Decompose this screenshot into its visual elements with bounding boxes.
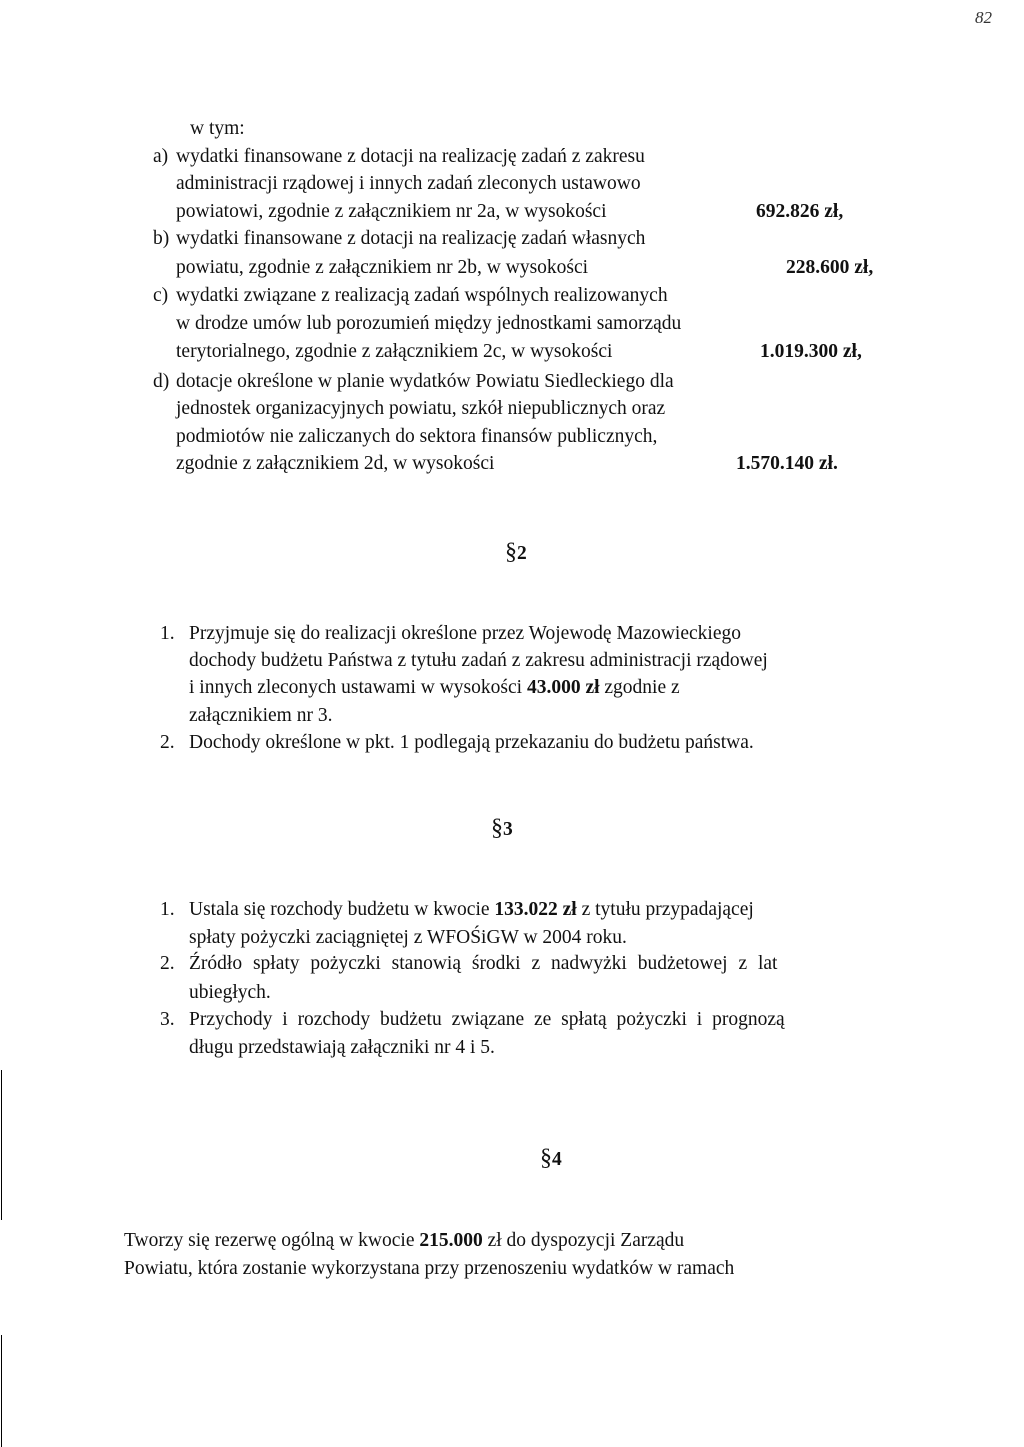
scan-margin-line	[1, 1070, 2, 1220]
section-symbol: §	[505, 539, 517, 565]
paragraph-line: Ustala się rozchody budżetu w kwocie 133.022 zł z tytułu przypadającej	[189, 899, 754, 920]
item-line: wydatki związane z realizacją zadań wspólnych realizowanych	[176, 285, 668, 306]
paragraph-line: Przyjmuje się do realizacji określone przez Wojewodę Mazowieckiego	[189, 623, 741, 644]
paragraph-line: dochody budżetu Państwa z tytułu zadań z zakresu administracji rządowej	[189, 650, 768, 671]
item-line: jednostek organizacyjnych powiatu, szkół niepublicznych oraz	[176, 398, 666, 419]
item-line: powiatowi, zgodnie z załącznikiem nr 2a, w wysokości	[176, 201, 607, 222]
paragraph-label: 3.	[160, 1009, 175, 1030]
scan-margin-line	[1, 1335, 2, 1447]
item-line: dotacje określone w planie wydatków Powiatu Siedleckiego dla	[176, 371, 674, 392]
intro-text: w tym:	[190, 118, 245, 139]
item-line: wydatki finansowane z dotacji na realizację zadań własnych	[176, 228, 646, 249]
paragraph-line: Przychody i rozchody budżetu związane ze spłatą pożyczki i prognozą	[189, 1009, 785, 1030]
paragraph-label: 1.	[160, 899, 175, 920]
paragraph-label: 2.	[160, 953, 175, 974]
item-label: b)	[153, 228, 170, 249]
paragraph-line: załącznikiem nr 3.	[189, 705, 333, 726]
section-3-heading	[491, 816, 513, 842]
item-label: c)	[153, 285, 169, 306]
item-line: powiatu, zgodnie z załącznikiem nr 2b, w wysokości	[176, 257, 589, 278]
item-label: a)	[153, 146, 169, 167]
item-line: zgodnie z załącznikiem 2d, w wysokości	[176, 453, 495, 474]
paragraph-label: 1.	[160, 623, 175, 644]
item-label: d)	[153, 371, 170, 392]
paragraph-line: i innych zleconych ustawami w wysokości 43.000 zł zgodnie z	[189, 677, 680, 698]
item-amount: 692.826 zł,	[756, 201, 844, 222]
section-number: 4	[552, 1149, 562, 1170]
item-line: podmiotów nie zaliczanych do sektora finansów publicznych,	[176, 426, 658, 447]
section-symbol: §	[491, 815, 503, 841]
section-symbol: §	[540, 1145, 552, 1171]
section-number: 3	[503, 819, 513, 840]
paragraph-label: 2.	[160, 732, 175, 753]
section-4-heading	[540, 1146, 562, 1172]
amount: 43.000 zł	[526, 677, 600, 698]
item-line: wydatki finansowane z dotacji na realizację zadań z zakresu	[176, 146, 645, 167]
paragraph-line: Źródło spłaty pożyczki stanowią środki z nadwyżki budżetowej z lat	[189, 953, 778, 974]
page-number: 82	[975, 8, 992, 27]
section-2-heading	[505, 540, 527, 566]
paragraph-line: ubiegłych.	[189, 982, 271, 1003]
paragraph-line: Powiatu, która zostanie wykorzystana przy przenoszeniu wydatków w ramach	[124, 1258, 735, 1279]
paragraph-line: długu przedstawiają załączniki nr 4 i 5.	[189, 1037, 495, 1058]
amount: 215.000	[419, 1230, 483, 1251]
paragraph-line: spłaty pożyczki zaciągniętej z WFOŚiGW w 2004 roku.	[189, 927, 627, 948]
item-line: w drodze umów lub porozumień między jednostkami samorządu	[176, 313, 682, 334]
section-number: 2	[517, 543, 527, 564]
item-line: terytorialnego, zgodnie z załącznikiem 2c, w wysokości	[176, 341, 613, 362]
paragraph-line: Tworzy się rezerwę ogólną w kwocie 215.000 zł do dyspozycji Zarządu	[124, 1230, 685, 1251]
item-amount: 1.570.140 zł.	[736, 453, 838, 474]
paragraph-line: Dochody określone w pkt. 1 podlegają przekazaniu do budżetu państwa.	[189, 732, 754, 753]
item-amount: 228.600 zł,	[786, 257, 874, 278]
amount: 133.022 zł	[494, 899, 577, 920]
item-amount: 1.019.300 zł,	[760, 341, 862, 362]
item-line: administracji rządowej i innych zadań zleconych ustawowo	[176, 173, 641, 194]
